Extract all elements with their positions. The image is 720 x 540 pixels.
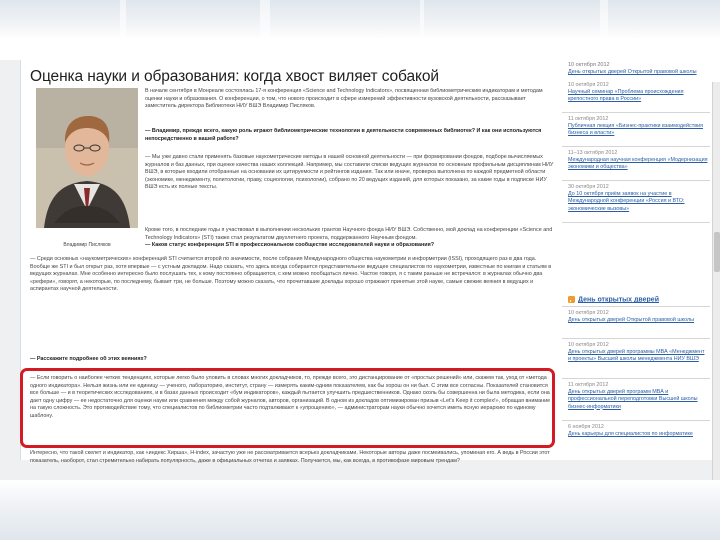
divider bbox=[562, 180, 710, 181]
header-event-date: 10 октября 2012 bbox=[568, 62, 610, 68]
open-days-title[interactable]: День открытых дверей bbox=[578, 296, 659, 304]
answer-paragraph-1: — Мы уже давно стали применять базовые наукометрические методы в нашей основной деятельности — при формировании фондов, подборе вычисляемых журналов и баз данных, при оценке качества наших коллекций. Например, мы составили списки ведущих журналов по основным профильным дисциплинам НИУ ВШЭ, в которые входили отобранные на основании их цитируемости и рейтингов издания. Так или иначе, проверка выполнена по каждой предметной области (экономике, менеджменту, политологии, праву, социологии, психологии), собрано по 20 ведущих изданий, для которых показано, за какие годы в подписке НИУ ВШЭ есть их полные тексты. bbox=[145, 154, 554, 191]
sidebar-event[interactable] bbox=[568, 184, 708, 218]
sidebar-event[interactable] bbox=[568, 150, 708, 176]
header-event[interactable] bbox=[568, 62, 710, 77]
event-date: 10 октября 2012 bbox=[568, 82, 609, 88]
event-date: 11 октября 2012 bbox=[568, 382, 609, 388]
sidebar-event[interactable] bbox=[568, 310, 708, 334]
sidebar-event[interactable] bbox=[568, 342, 708, 374]
portrait-caption: Владимир Писляков bbox=[63, 242, 111, 248]
light-stripe bbox=[120, 0, 126, 40]
divider bbox=[562, 146, 710, 147]
highlight-box bbox=[20, 368, 555, 448]
event-date: 11–13 октября 2012 bbox=[568, 150, 618, 156]
answer-paragraph-3: — Среди основных «наукометрических» конференций STI считается второй по значимости, после собрания Международного общества наукометрии и информетрии (ISSI), проходящего раз в два года. Вообще же STI и был открыт раз, хотя впервые — с устным докладом. Надо сказать, что здесь всегда собирается представительное ведущее специалистов по наукометрии, известные по книгам и статьям в ведущих журналах. Мне особенно интересно было послушать тех, к кому постоянно обращаются, с кем можно пообщаться лично. Частое говоря, я с таким раньше не встречался: в журналах обычно два «рефери», говорят, а некоторые, по последнему, бывает три, не больше. Поэтому можно сказать, что прочитавшие доклады хорошо отражают принятые этой науке, самые свежие веяния в ведущих и аспирантах научной деятельности. bbox=[30, 256, 552, 293]
light-stripe bbox=[260, 0, 270, 40]
author-portrait-image bbox=[36, 88, 138, 228]
light-stripe bbox=[600, 0, 608, 40]
intro-paragraph: В начале сентября в Монреале состоялась 17-я конференция «Science and Technology Indicators», посвященная библиометрическим индикаторам и методам оценки науки и образования. О конференции, о том, что нового происходит в сфере измерений эффективности вузовской деятельности, рассказывает заместитель директора Библиотеки НИУ ВШЭ Владимир Писляков. bbox=[145, 88, 543, 110]
event-link[interactable]: День карьеры для специалистов по информатике bbox=[568, 431, 693, 438]
event-link[interactable]: До 10 октября приём заявок на участие в Международной конференции «Россия и ВТО: экономические вызовы» bbox=[568, 191, 685, 212]
article-title: Оценка науки и образования: когда хвост виляет собакой bbox=[30, 68, 439, 85]
event-date: 6 ноября 2012 bbox=[568, 424, 604, 430]
divider bbox=[562, 112, 710, 113]
answer-paragraph-5: Интересно, что такой скелет и индикатор, как «индекс Хирша», H-index, зачастую уже не рассматривается всерьез докладчиками. Некоторые авторы даже посмеивались, упоминая его. А ведь в России этот показатель, наоборот, стал стремительно набирать популярность, даже в официальных отчетах и заявках. Получается, мы, как всегда, в противофазе мировым трендам? bbox=[30, 450, 550, 464]
event-date: 10 октября 2012 bbox=[568, 310, 609, 316]
header-event-link[interactable]: День открытых дверей Открытой правовой школы bbox=[568, 69, 697, 76]
event-link[interactable]: Публичная лекция «Бизнес-практики взаимодействия бизнеса и власти» bbox=[568, 123, 703, 137]
sidebar-event[interactable] bbox=[568, 382, 708, 416]
bottom-decorative-band bbox=[0, 480, 720, 540]
top-decorative-band bbox=[0, 0, 720, 40]
rss-icon[interactable] bbox=[568, 296, 575, 303]
event-link[interactable]: Научный семинар «Проблема происхождения крепостного права в России» bbox=[568, 89, 684, 103]
question-1: — Владимир, прежде всего, какую роль играют библиометрические технологии в деятельности современных библиотек? И как они используются непосредственно в вашей работе? bbox=[145, 128, 542, 142]
event-link[interactable]: Международная научная конференция «Модернизация экономики и общества» bbox=[568, 157, 708, 171]
sidebar-event[interactable] bbox=[568, 116, 708, 142]
scrollbar-thumb[interactable] bbox=[714, 232, 720, 272]
answer-paragraph-2: Кроме того, в последние годы я участвовал в выполнении нескольких грантов Научного фонда НИУ ВШЭ. Собственно, мой доклад на конференции «Science and Technology Indicators» (STI) также стал результатом двухлетнего проекта, поддержанного Научным фондом. bbox=[145, 227, 553, 241]
question-2: — Каков статус конференции STI в профессиональном сообществе исследователей науки и образования? bbox=[145, 242, 435, 248]
event-link[interactable]: День открытых дверей программы МВА «Менеджмент и проекты» Высшей школы менеджмента НИУ ВШЭ bbox=[568, 349, 705, 363]
divider bbox=[562, 378, 710, 379]
open-days-heading[interactable] bbox=[568, 296, 708, 303]
author-photo bbox=[36, 88, 138, 228]
divider bbox=[562, 222, 710, 223]
sidebar-event[interactable] bbox=[568, 82, 708, 108]
vertical-scrollbar[interactable] bbox=[712, 82, 720, 480]
event-date: 30 октября 2012 bbox=[568, 184, 609, 190]
event-link[interactable]: День открытых дверей Открытой правовой школы bbox=[568, 317, 694, 324]
highlighted-paragraph: — Если говорить о наиболее четких тенденциях, которые легко было уловить в словах многих докладчиков, то, прежде всего, это дистанцирование от «простых решений» или, скажем так, уход от «метода одного индикатора». Нельзя жизнь или ее единицу — ученого, лабораторию, институт, страну — измерять каким-одним показателем, как бы хорош он ни был. С этим все согласны. Показателей становится все больше — и в теоретических исследованиях, и в базах данных происходит «бум индикаторов», каждый пытается улучшить предшественников. Однако сколь бы совершенна ни была методика, если она дает одну цифру — ее недостаточно для оценки науки или сравнения между собой журналов, авторов, организаций. В одном из докладов оптимизирован призыв «Let's Keep it complex!», обращая внимание на такую сложность. Это противодействие тому, что специалистов по библиометрии часто подталкивают к «упрощению», — администраторам науки обычно хочется иметь ясную иерархию по единому шаблону. bbox=[30, 375, 551, 419]
event-date: 10 октября 2012 bbox=[568, 342, 609, 348]
events-sidebar bbox=[562, 82, 712, 482]
light-stripe bbox=[420, 0, 424, 40]
divider bbox=[562, 306, 710, 307]
event-date: 11 октября 2012 bbox=[568, 116, 609, 122]
question-3: — Расскажите подробнее об этих веяниях? bbox=[30, 356, 147, 362]
sidebar-event[interactable] bbox=[568, 424, 708, 448]
divider bbox=[562, 420, 710, 421]
event-link[interactable]: День открытых дверей программ МВА и профессиональной переподготовки Высшей школы бизнес-информатики bbox=[568, 389, 698, 410]
divider bbox=[562, 338, 710, 339]
